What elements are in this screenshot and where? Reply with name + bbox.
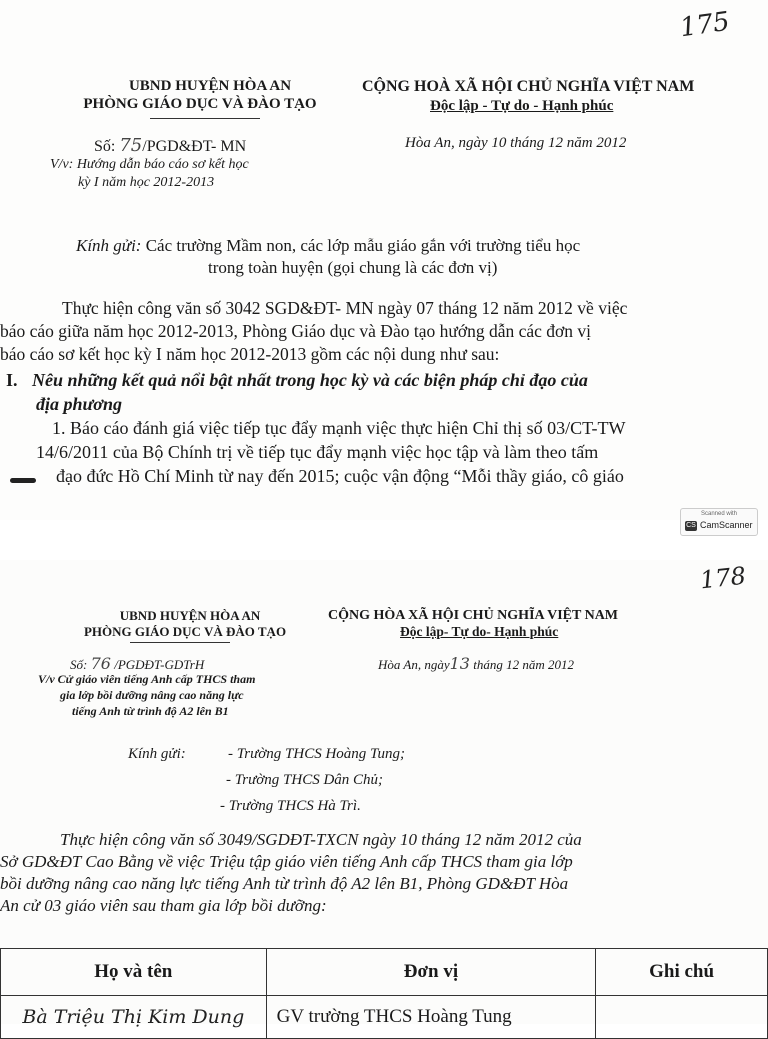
watermark-caption: Scanned with: [700, 511, 738, 517]
section-number: I.: [6, 370, 18, 390]
cell-note: [596, 996, 768, 1039]
cell-name: Bà Triệu Thị Kim Dung: [1, 996, 267, 1039]
column-header-note: Ghi chú: [596, 949, 768, 996]
item-line-1: 1. Báo cáo đánh giá việc tiếp tục đẩy mạnh việc thực hiện Chỉ thị số 03/CT-TW: [52, 418, 626, 438]
ref2-suffix: /PGDĐT-GDTrH: [114, 657, 205, 672]
body2-line-2: Sở GD&ĐT Cao Bằng về việc Triệu tập giáo viên tiếng Anh cấp THCS tham gia lớp: [0, 852, 573, 871]
nation-line-2: Độc lập - Tự do - Hạnh phúc: [430, 98, 614, 114]
to-label: Kính gửi:: [76, 236, 142, 255]
to-line-1: Các trường Mầm non, các lớp mẫu giáo gắn với trường tiểu học: [145, 236, 581, 255]
subject2-line-3: tiếng Anh từ trình độ A2 lên B1: [72, 704, 229, 718]
subject2-line-1: V/v Cử giáo viên tiếng Anh cấp THCS tham: [38, 672, 256, 686]
table-row: [1, 996, 768, 1039]
nation2-line-2: Độc lập- Tự do- Hạnh phúc: [400, 624, 559, 639]
recipient-line-1: [76, 236, 580, 256]
table-header-row: [1, 949, 768, 996]
subject-line-2: kỳ I năm học 2012-2013: [78, 175, 215, 190]
org2-line-1: UBND HUYỆN HÒA AN: [119, 608, 261, 623]
ref-suffix: /PGD&ĐT- MN: [142, 138, 247, 155]
page-number-handwritten: 175: [678, 6, 732, 44]
org-underline: [150, 118, 260, 119]
recipient-3: - Trường THCS Hà Trì.: [220, 798, 361, 814]
org-line-1: UBND HUYỆN HÒA AN: [128, 78, 292, 94]
ref2-number-handwritten: 76: [90, 654, 111, 673]
body-line-2: báo cáo giữa năm học 2012-2013, Phòng Giáo dục và Đào tạo hướng dẫn các đơn vị: [0, 321, 592, 341]
scan-smudge: [10, 478, 36, 483]
body2-line-4: An cử 03 giáo viên sau tham gia lớp bồi dưỡng:: [0, 896, 327, 915]
body2-line-3: bồi dưỡng nâng cao năng lực tiếng Anh từ trình độ A2 lên B1, Phòng GD&ĐT Hòa: [0, 874, 569, 893]
item-line-2: 14/6/2011 của Bộ Chính trị về tiếp tục đẩy mạnh việc học tập và làm theo tấm: [36, 442, 599, 462]
place-date-2: [378, 654, 574, 673]
ref2-line: [70, 654, 204, 673]
day-handwritten: 13: [449, 654, 470, 673]
column-header-name: Họ và tên: [1, 949, 267, 996]
camscanner-watermark: [680, 508, 758, 536]
org2-line-2: PHÒNG GIÁO DỤC VÀ ĐÀO TẠO: [83, 624, 287, 639]
to2-label: Kính gửi:: [128, 746, 186, 762]
ref-number-line: [94, 135, 246, 156]
recipient-line-2: trong toàn huyện (gọi chung là các đơn vị): [208, 258, 498, 277]
nation-line-1: CỘNG HOÀ XÃ HỘI CHỦ NGHĨA VIỆT NAM: [362, 78, 695, 95]
section-heading-line-1: [6, 370, 588, 391]
cell-unit: GV trường THCS Hoàng Tung: [266, 996, 596, 1039]
subject2-line-2: gia lớp bồi dưỡng nâng cao năng lực: [60, 688, 244, 702]
ref-number-handwritten: 75: [119, 135, 143, 156]
section-title-1: Nêu những kết quả nổi bật nhất trong học kỳ và các biện pháp chỉ đạo của: [32, 370, 588, 390]
subject-line-1: V/v: Hướng dẫn báo cáo sơ kết học: [50, 157, 249, 172]
nation2-line-1: CỘNG HÒA XÃ HỘI CHỦ NGHĨA VIỆT NAM: [328, 608, 619, 623]
watermark-name: CamScanner: [700, 520, 753, 530]
section-title-2: địa phương: [36, 394, 122, 414]
body-line-1: Thực hiện công văn số 3042 SGD&ĐT- MN ngày 07 tháng 12 năm 2012 về việc: [62, 298, 628, 318]
org-line-2: PHÒNG GIÁO DỤC VÀ ĐÀO TẠO: [83, 96, 317, 112]
recipient-1: - Trường THCS Hoàng Tung;: [228, 746, 406, 762]
recipient-2: - Trường THCS Dân Chủ;: [226, 772, 384, 788]
place2-prefix: Hòa An, ngày: [378, 657, 450, 672]
body2-line-1: Thực hiện công văn số 3049/SGDĐT-TXCN ngày 10 tháng 12 năm 2012 của: [60, 830, 582, 849]
teacher-table: [0, 948, 768, 1039]
place-date: Hòa An, ngày 10 tháng 12 năm 2012: [405, 135, 627, 151]
place2-suffix: tháng 12 năm 2012: [473, 657, 574, 672]
ref2-prefix: Số:: [70, 657, 88, 672]
ref-prefix: Số:: [94, 138, 116, 155]
page-number-handwritten-2: 178: [698, 561, 748, 595]
camscanner-logo-icon: CS: [686, 522, 696, 529]
column-header-unit: Đơn vị: [266, 949, 596, 996]
body-line-3: báo cáo sơ kết học kỳ I năm học 2012-2013 gồm các nội dung như sau:: [0, 344, 500, 364]
item-line-3: đạo đức Hồ Chí Minh từ nay đến 2015; cuộc vận động “Mỗi thầy giáo, cô giáo: [56, 466, 624, 486]
org2-underline: [130, 642, 230, 643]
page-gap: [0, 520, 768, 560]
